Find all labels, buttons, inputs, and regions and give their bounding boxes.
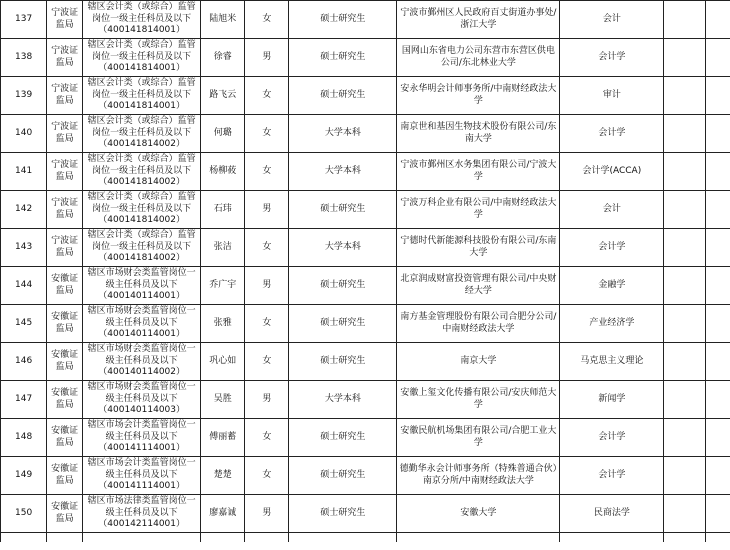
gender-cell: 男 [245,495,289,533]
post-post-code: （400142114001） [98,519,185,530]
post-post-code: （400140114001） [98,329,185,340]
table-row [1,1,730,39]
empty-cell [706,533,730,543]
school-cell: 南京世和基因生物技术股份有限公司/东南大学 [397,115,560,153]
remark-cell [664,381,706,419]
remark-cell [664,305,706,343]
education-cell: 大学本科 [289,229,397,267]
post-cell [83,229,201,267]
post-post-line1: 辖区市场财会类监管岗位一 [87,306,196,317]
remark-cell [664,39,706,77]
table-row [1,495,730,533]
name-cell: 杨柳莜 [201,153,245,191]
name-cell: 陆旭米 [201,1,245,39]
row-index: 139 [1,77,47,115]
remark-cell [664,495,706,533]
education-cell: 硕士研究生 [289,495,397,533]
education-cell: 大学本科 [289,115,397,153]
post-post-code: （400141814002） [98,139,185,150]
post-post-code: （400141814001） [98,25,185,36]
table-row [1,267,730,305]
major-cell: 会计学 [560,457,664,495]
edge-cell [706,419,730,457]
school-cell: 宁德时代新能源科技股份有限公司/东南大学 [397,229,560,267]
name-cell: 石玮 [201,191,245,229]
post-post-line1: 辖区会计类（或综合）监管 [87,2,196,13]
edge-cell [706,381,730,419]
table-row-cutoff [1,533,730,543]
post-post-code: （400141814002） [98,177,185,188]
table-row [1,229,730,267]
post-post-code: （400141114001） [98,443,185,454]
row-index: 150 [1,495,47,533]
post-post-line2: 级主任科员及以下 [105,279,178,290]
post-post-line2: 岗位一级主任科员及以下 [92,127,192,138]
major-cell: 会计学(ACCA) [560,153,664,191]
major-cell: 产业经济学 [560,305,664,343]
gender-cell: 女 [245,77,289,115]
remark-cell [664,343,706,381]
post-post-line1: 辖区市场财会类监管岗位一 [87,344,196,355]
post-post-code: （400140114002） [98,367,185,378]
post-post-code: （400141814002） [98,215,185,226]
row-index: 144 [1,267,47,305]
edge-cell [706,77,730,115]
post-post-line2: 级主任科员及以下 [105,431,178,442]
post-post-line2: 级主任科员及以下 [105,507,178,518]
major-cell: 会计 [560,1,664,39]
row-index: 143 [1,229,47,267]
gender-cell: 女 [245,343,289,381]
school-cell: 宁波市鄞州区人民政府百丈街道办事处/浙江大学 [397,1,560,39]
unit-cell: 安徽证监局 [47,457,83,495]
row-index: 149 [1,457,47,495]
edge-cell [706,267,730,305]
edge-cell [706,457,730,495]
unit-cell: 安徽证监局 [47,305,83,343]
edge-cell [706,229,730,267]
post-cell [83,419,201,457]
row-index: 145 [1,305,47,343]
gender-cell: 女 [245,153,289,191]
education-cell: 硕士研究生 [289,39,397,77]
education-cell: 大学本科 [289,153,397,191]
gender-cell: 女 [245,115,289,153]
post-post-code: （400141814001） [98,101,185,112]
post-cell [83,381,201,419]
empty-cell [664,533,706,543]
unit-cell: 宁波证监局 [47,39,83,77]
name-cell: 何璐 [201,115,245,153]
post-post-line2: 岗位一级主任科员及以下 [92,203,192,214]
major-cell: 会计学 [560,419,664,457]
row-index: 142 [1,191,47,229]
empty-cell [1,533,47,543]
school-cell: 宁波万科企业有限公司/中南财经政法大学 [397,191,560,229]
school-cell: 北京润成财富投资管理有限公司/中央财经大学 [397,267,560,305]
empty-cell [289,533,397,543]
education-cell: 硕士研究生 [289,77,397,115]
unit-cell: 安徽证监局 [47,495,83,533]
post-post-line2: 岗位一级主任科员及以下 [92,13,192,24]
education-cell: 硕士研究生 [289,343,397,381]
post-post-line1: 辖区市场会计类监管岗位一 [87,420,196,431]
gender-cell: 女 [245,305,289,343]
remark-cell [664,457,706,495]
empty-cell [47,533,83,543]
major-cell: 会计学 [560,229,664,267]
gender-cell: 男 [245,191,289,229]
table-row [1,191,730,229]
table-row [1,115,730,153]
empty-cell [201,533,245,543]
edge-cell [706,115,730,153]
major-cell: 新闻学 [560,381,664,419]
table-row [1,419,730,457]
post-post-code: （400140114001） [98,291,185,302]
education-cell: 大学本科 [289,381,397,419]
row-index: 141 [1,153,47,191]
edge-cell [706,305,730,343]
school-cell: 德勤华永会计师事务所（特殊普通合伙）南京分所/中南财经政法大学 [397,457,560,495]
gender-cell: 男 [245,267,289,305]
post-post-line1: 辖区会计类（或综合）监管 [87,154,196,165]
edge-cell [706,191,730,229]
post-cell [83,343,201,381]
school-cell: 安徽上玺文化传播有限公司/安庆师范大学 [397,381,560,419]
unit-cell: 安徽证监局 [47,267,83,305]
post-post-line2: 岗位一级主任科员及以下 [92,165,192,176]
name-cell: 巩心如 [201,343,245,381]
edge-cell [706,153,730,191]
major-cell: 会计学 [560,115,664,153]
gender-cell: 女 [245,457,289,495]
name-cell: 傅丽蓄 [201,419,245,457]
post-cell [83,77,201,115]
roster-body [1,1,730,543]
unit-cell: 宁波证监局 [47,191,83,229]
name-cell: 徐睿 [201,39,245,77]
gender-cell: 男 [245,381,289,419]
name-cell: 楚楚 [201,457,245,495]
post-cell [83,39,201,77]
remark-cell [664,1,706,39]
school-cell: 宁波市鄞州区水务集团有限公司/宁波大学 [397,153,560,191]
school-cell: 安永华明会计师事务所/中南财经政法大学 [397,77,560,115]
table-row [1,153,730,191]
empty-cell [560,533,664,543]
row-index: 138 [1,39,47,77]
post-post-line1: 辖区会计类（或综合）监管 [87,230,196,241]
post-post-line1: 辖区会计类（或综合）监管 [87,40,196,51]
row-index: 147 [1,381,47,419]
post-post-code: （400141814001） [98,63,185,74]
gender-cell: 男 [245,39,289,77]
row-index: 146 [1,343,47,381]
gender-cell: 女 [245,229,289,267]
school-cell: 国网山东省电力公司东营市东营区供电公司/东北林业大学 [397,39,560,77]
post-cell [83,115,201,153]
post-post-line1: 辖区会计类（或综合）监管 [87,192,196,203]
post-cell [83,305,201,343]
education-cell: 硕士研究生 [289,457,397,495]
post-post-line2: 岗位一级主任科员及以下 [92,51,192,62]
unit-cell: 宁波证监局 [47,229,83,267]
post-post-line2: 岗位一级主任科员及以下 [92,89,192,100]
education-cell: 硕士研究生 [289,1,397,39]
row-index: 140 [1,115,47,153]
major-cell: 会计学 [560,39,664,77]
school-cell: 安徽大学 [397,495,560,533]
post-cell [83,267,201,305]
post-post-line1: 辖区市场法律类监管岗位一 [87,496,196,507]
name-cell: 张洁 [201,229,245,267]
unit-cell: 宁波证监局 [47,115,83,153]
table-row [1,39,730,77]
table-row [1,305,730,343]
post-post-line1: 辖区市场会计类监管岗位一 [87,458,196,469]
school-cell: 南方基金管理股份有限公司合肥分公司/中南财经政法大学 [397,305,560,343]
education-cell: 硕士研究生 [289,419,397,457]
unit-cell: 安徽证监局 [47,381,83,419]
row-index: 148 [1,419,47,457]
post-post-code: （400140114003） [98,405,185,416]
gender-cell: 女 [245,419,289,457]
unit-cell: 宁波证监局 [47,1,83,39]
major-cell: 金融学 [560,267,664,305]
post-post-code: （400141814002） [98,253,185,264]
edge-cell [706,343,730,381]
empty-cell [245,533,289,543]
remark-cell [664,191,706,229]
post-post-line1: 辖区市场财会类监管岗位一 [87,382,196,393]
post-post-line1: 辖区市场财会类监管岗位一 [87,268,196,279]
name-cell: 路飞云 [201,77,245,115]
post-post-line2: 岗位一级主任科员及以下 [92,241,192,252]
table-row [1,457,730,495]
major-cell: 会计 [560,191,664,229]
name-cell: 张雅 [201,305,245,343]
table-row [1,77,730,115]
post-post-line2: 级主任科员及以下 [105,355,178,366]
unit-cell: 安徽证监局 [47,419,83,457]
remark-cell [664,77,706,115]
remark-cell [664,267,706,305]
education-cell: 硕士研究生 [289,305,397,343]
post-post-line1: 辖区会计类（或综合）监管 [87,78,196,89]
table-row [1,343,730,381]
major-cell: 审计 [560,77,664,115]
name-cell: 吴胜 [201,381,245,419]
remark-cell [664,115,706,153]
empty-cell [397,533,560,543]
gender-cell: 女 [245,1,289,39]
major-cell: 马克思主义理论 [560,343,664,381]
school-cell: 南京大学 [397,343,560,381]
major-cell: 民商法学 [560,495,664,533]
post-post-line2: 级主任科员及以下 [105,469,178,480]
school-cell: 安徽民航机场集团有限公司/合肥工业大学 [397,419,560,457]
education-cell: 硕士研究生 [289,191,397,229]
remark-cell [664,229,706,267]
edge-cell [706,1,730,39]
table-row [1,381,730,419]
unit-cell: 宁波证监局 [47,77,83,115]
post-cell [83,153,201,191]
edge-cell [706,495,730,533]
post-cell [83,495,201,533]
name-cell: 廖嘉诚 [201,495,245,533]
post-cell [83,191,201,229]
post-post-line2: 级主任科员及以下 [105,393,178,404]
empty-cell [83,533,201,543]
education-cell: 硕士研究生 [289,267,397,305]
post-post-code: （400141114001） [98,481,185,492]
remark-cell [664,153,706,191]
unit-cell: 安徽证监局 [47,343,83,381]
post-post-line1: 辖区会计类（或综合）监管 [87,116,196,127]
post-cell [83,1,201,39]
post-cell [83,457,201,495]
post-post-line2: 级主任科员及以下 [105,317,178,328]
unit-cell: 宁波证监局 [47,153,83,191]
edge-cell [706,39,730,77]
name-cell: 乔广宇 [201,267,245,305]
remark-cell [664,419,706,457]
row-index: 137 [1,1,47,39]
